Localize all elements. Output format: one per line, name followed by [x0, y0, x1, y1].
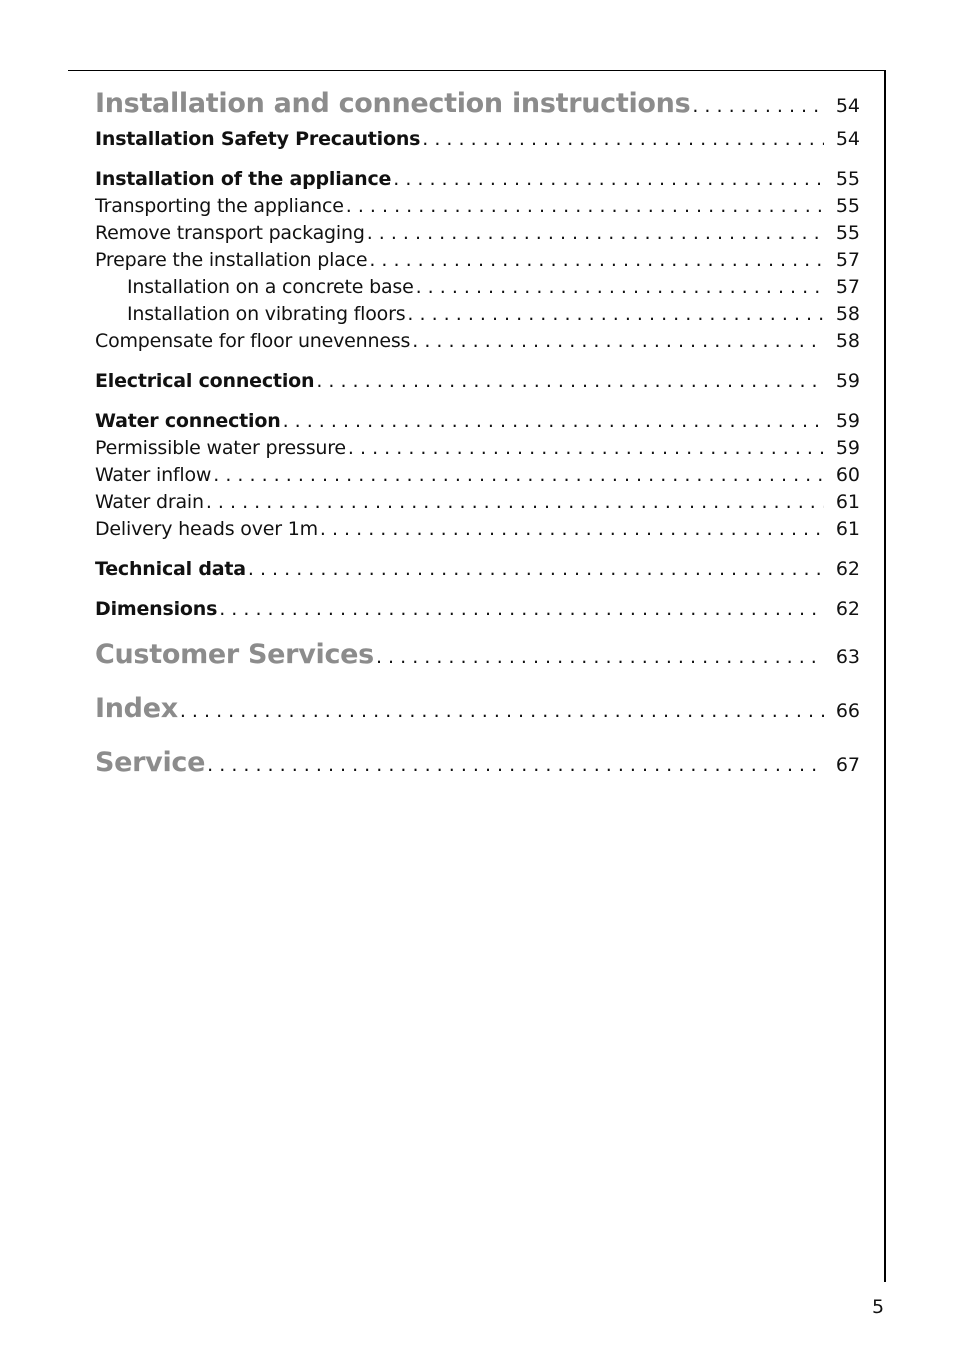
toc-entry-electrical[interactable] [95, 370, 860, 397]
toc-entry-index[interactable] [95, 693, 860, 733]
toc-page: 60 [835, 464, 860, 486]
dot-leader [206, 491, 824, 513]
dot-leader [369, 249, 824, 271]
dot-leader [348, 437, 824, 459]
toc-entry-installation-appliance[interactable] [95, 168, 860, 195]
toc-label: Service [95, 747, 206, 778]
dot-leader [367, 222, 824, 244]
toc-label: Installation of the appliance [95, 168, 392, 190]
toc-label: Index [95, 693, 178, 724]
dot-leader [393, 168, 824, 190]
dot-leader [180, 700, 824, 722]
toc-page: 63 [835, 646, 860, 668]
toc-label: Technical data [95, 558, 246, 580]
toc-label: Transporting the appliance [95, 195, 344, 217]
dot-leader [316, 370, 824, 392]
toc-page: 57 [835, 276, 860, 298]
toc-page: 67 [835, 754, 860, 776]
toc-entry-technical-data[interactable] [95, 558, 860, 585]
toc-label: Installation on a concrete base [127, 276, 414, 298]
toc-page: 57 [835, 249, 860, 271]
toc-label: Electrical connection [95, 370, 315, 392]
table-of-contents [95, 88, 860, 787]
dot-leader [416, 276, 824, 298]
toc-entry-water-inflow[interactable] [95, 464, 860, 491]
toc-entry-customer-services[interactable] [95, 639, 860, 679]
toc-page: 59 [835, 410, 860, 432]
toc-page: 54 [835, 128, 860, 150]
toc-page: 61 [835, 518, 860, 540]
dot-leader [248, 558, 824, 580]
toc-label: Delivery heads over 1m [95, 518, 318, 540]
dot-leader [207, 754, 824, 776]
toc-entry-dimensions[interactable] [95, 598, 860, 625]
toc-label: Customer Services [95, 639, 374, 670]
toc-page: 58 [835, 330, 860, 352]
dot-leader [407, 303, 824, 325]
toc-page: 55 [835, 195, 860, 217]
toc-entry-prepare-place[interactable] [95, 249, 860, 276]
toc-entry-water-drain[interactable] [95, 491, 860, 518]
top-rule [68, 70, 886, 71]
toc-page: 58 [835, 303, 860, 325]
toc-label: Remove transport packaging [95, 222, 365, 244]
toc-label: Installation Safety Precautions [95, 128, 421, 150]
toc-label: Installation on vibrating floors [127, 303, 406, 325]
toc-page: 55 [835, 168, 860, 190]
toc-entry-installation-connection[interactable] [95, 88, 860, 128]
page-number: 5 [872, 1296, 885, 1318]
toc-label: Water connection [95, 410, 281, 432]
toc-entry-installation-safety[interactable] [95, 128, 860, 155]
dot-leader [219, 598, 824, 620]
toc-entry-water-pressure[interactable] [95, 437, 860, 464]
toc-label: Water drain [95, 491, 204, 513]
toc-label: Compensate for floor unevenness [95, 330, 411, 352]
dot-leader [213, 464, 824, 486]
dot-leader [346, 195, 824, 217]
toc-label: Permissible water pressure [95, 437, 346, 459]
toc-page: 66 [835, 700, 860, 722]
toc-label: Dimensions [95, 598, 218, 620]
toc-page: 62 [835, 558, 860, 580]
dot-leader [412, 330, 824, 352]
toc-page: 61 [835, 491, 860, 513]
right-margin-rule [884, 70, 886, 1282]
toc-label: Prepare the installation place [95, 249, 368, 271]
toc-entry-remove-packaging[interactable] [95, 222, 860, 249]
toc-page: 62 [835, 598, 860, 620]
toc-entry-floor-unevenness[interactable] [95, 330, 860, 357]
toc-label: Installation and connection instructions [95, 88, 691, 119]
toc-entry-concrete-base[interactable] [95, 276, 860, 303]
toc-page: 55 [835, 222, 860, 244]
toc-page: 54 [835, 95, 860, 117]
toc-label: Water inflow [95, 464, 212, 486]
dot-leader [283, 410, 824, 432]
toc-entry-water-connection[interactable] [95, 410, 860, 437]
toc-entry-transporting[interactable] [95, 195, 860, 222]
toc-page: 59 [835, 437, 860, 459]
toc-entry-vibrating-floors[interactable] [95, 303, 860, 330]
dot-leader [422, 128, 824, 150]
dot-leader [320, 518, 824, 540]
dot-leader [376, 646, 824, 668]
dot-leader [692, 95, 824, 117]
toc-page: 59 [835, 370, 860, 392]
toc-entry-service[interactable] [95, 747, 860, 787]
toc-entry-delivery-heads[interactable] [95, 518, 860, 545]
